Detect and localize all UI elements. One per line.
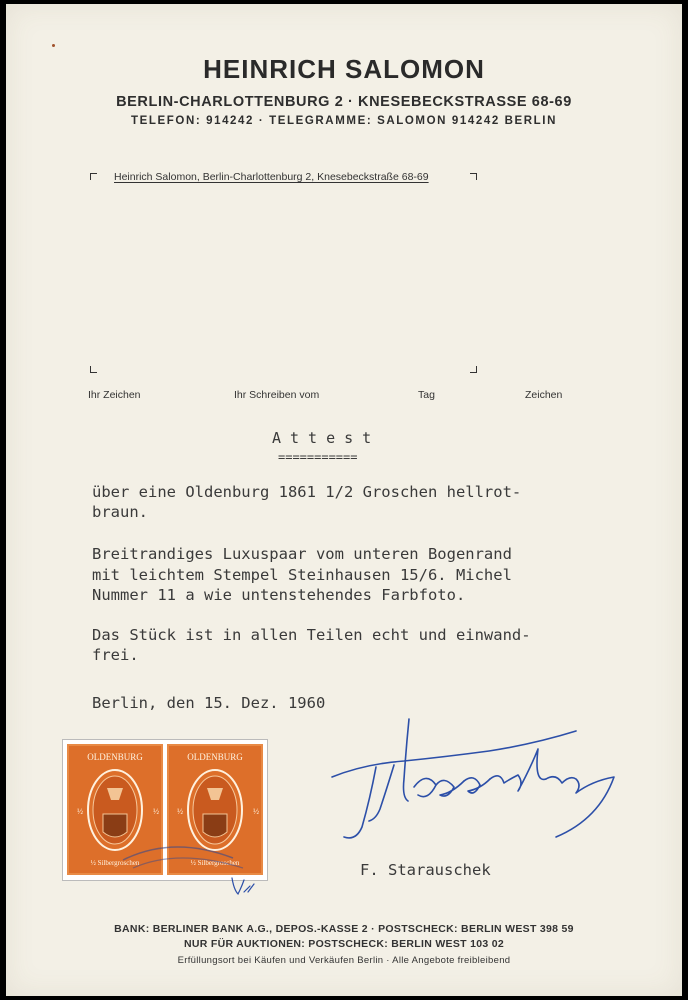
footer-bank: BANK: BERLINER BANK A.G., DEPOS.-KASSE 2 · POSTSCHECK: BERLIN WEST 398 59 [114,923,574,935]
cancellation-mark [63,740,267,880]
stamp-value: ½ [253,807,259,816]
attest-title-underline: =========== [278,450,358,464]
footer-terms: Erfüllungsort bei Käufen und Verkäufen Berlin · Alle Angebote freibleibend [177,955,511,966]
company-contact: TELEFON: 914242 · TELEGRAMME: SALOMON 914242 BERLIN [130,115,558,127]
address-window-corner [90,366,97,373]
stamp-bottom-legend: ½ Silbergroschen [190,859,240,867]
field-ihr-schreiben-vom: Ihr Schreiben vom [234,389,320,401]
sender-return-line: Heinrich Salomon, Berlin-Charlottenburg 2, Knesebeckstraße 68-69 [114,171,429,183]
stamp-bottom-legend: ½ Silbergroschen [90,859,140,867]
attest-title: Attest [272,429,381,447]
signer-name: F. Starauschek [360,861,491,879]
body-line: mit leichtem Stempel Steinhausen 15/6. Michel [92,566,512,584]
stamp-photo [62,739,268,881]
field-tag: Tag [418,389,435,401]
stamp-top-legend: OLDENBURG [87,752,143,762]
certificate-sheet [6,4,682,996]
address-window-corner [90,173,97,180]
paper-spot [52,44,55,47]
address-window-corner [470,173,477,180]
stamp-value: ½ [153,807,159,816]
body-line: frei. [92,646,139,664]
stamp-value: ½ [177,807,183,816]
stamp-value: ½ [77,807,83,816]
body-line: braun. [92,503,148,521]
body-line: Das Stück ist in allen Teilen echt und einwand- [92,626,531,644]
body-line: über eine Oldenburg 1861 1/2 Groschen hellrot- [92,483,522,501]
signature [324,709,624,879]
date-line: Berlin, den 15. Dez. 1960 [92,694,326,712]
field-zeichen: Zeichen [525,389,563,401]
stamp-top-legend: OLDENBURG [187,752,243,762]
address-window-corner [470,366,477,373]
body-line: Nummer 11 a wie untenstehendes Farbfoto. [92,586,466,604]
initials-mark [228,872,258,898]
field-ihr-zeichen: Ihr Zeichen [88,389,141,401]
footer-auctions: NUR FÜR AUKTIONEN: POSTSCHECK: BERLIN WEST 103 02 [183,938,504,950]
company-address: BERLIN-CHARLOTTENBURG 2 · KNESEBECKSTRASSE 68-69 [116,94,572,110]
company-name: HEINRICH SALOMON [203,54,485,84]
body-line: Breitrandiges Luxuspaar vom unteren Bogenrand [92,545,512,563]
